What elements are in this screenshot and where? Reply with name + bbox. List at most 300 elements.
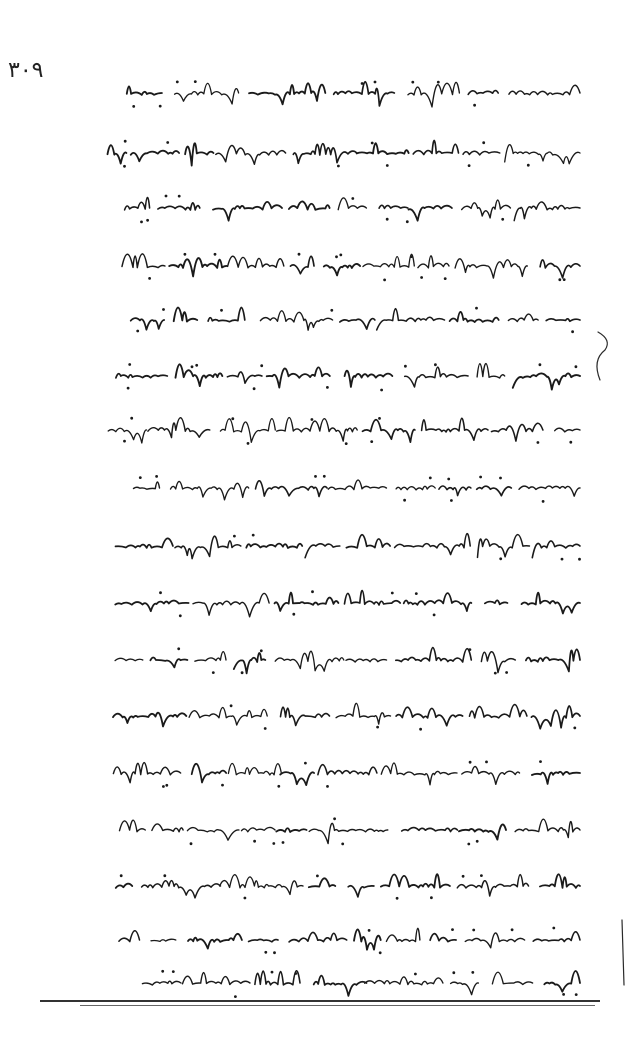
ink-dot bbox=[294, 972, 297, 975]
ink-dot bbox=[314, 475, 317, 478]
ink-dot bbox=[434, 363, 437, 366]
handwritten-word bbox=[242, 827, 276, 831]
handwritten-word bbox=[404, 593, 472, 611]
handwritten-word bbox=[116, 374, 167, 378]
ink-dot bbox=[146, 219, 149, 222]
ink-dot bbox=[414, 973, 417, 976]
handwritten-word bbox=[280, 772, 314, 785]
ink-dot bbox=[499, 557, 502, 560]
handwritten-word bbox=[108, 428, 146, 443]
ink-dot bbox=[148, 277, 151, 280]
handwritten-word bbox=[228, 256, 284, 268]
handwritten-word bbox=[255, 971, 300, 985]
ink-dot bbox=[420, 276, 423, 279]
ink-dot bbox=[511, 928, 514, 931]
ink-dot bbox=[162, 785, 165, 788]
handwritten-word bbox=[142, 881, 221, 898]
ink-dot bbox=[419, 728, 422, 731]
handwritten-line bbox=[115, 647, 580, 674]
handwritten-word bbox=[152, 824, 183, 832]
handwritten-word bbox=[509, 85, 580, 95]
ink-dot bbox=[139, 476, 142, 479]
ink-dot bbox=[282, 841, 285, 844]
ink-dot bbox=[378, 417, 381, 420]
handwritten-line bbox=[113, 703, 580, 730]
ink-dot bbox=[323, 475, 326, 478]
ink-dot bbox=[361, 82, 364, 85]
ink-dot bbox=[482, 141, 485, 144]
ink-dot bbox=[123, 165, 126, 168]
handwritten-word bbox=[328, 480, 386, 490]
ink-dot bbox=[368, 929, 371, 932]
handwritten-word bbox=[249, 939, 278, 941]
handwritten-word bbox=[188, 934, 242, 949]
handwritten-word bbox=[195, 652, 226, 662]
ink-dot bbox=[476, 840, 479, 843]
ink-dot bbox=[172, 970, 175, 973]
ink-dot bbox=[444, 277, 447, 280]
handwritten-word bbox=[228, 763, 281, 775]
handwritten-word bbox=[450, 312, 499, 322]
handwritten-word bbox=[276, 828, 306, 832]
handwritten-line bbox=[134, 475, 581, 503]
handwritten-word bbox=[481, 652, 515, 673]
ink-dot bbox=[462, 875, 465, 878]
handwritten-word bbox=[345, 371, 393, 387]
handwritten-word bbox=[462, 200, 511, 218]
handwritten-word bbox=[249, 83, 325, 104]
ink-dot bbox=[537, 441, 540, 444]
ink-dot bbox=[132, 105, 135, 108]
handwritten-word bbox=[348, 886, 374, 897]
handwritten-word bbox=[277, 418, 358, 442]
ink-dot bbox=[298, 253, 301, 256]
ink-dot bbox=[253, 840, 256, 843]
handwritten-word bbox=[505, 145, 580, 164]
ink-dot bbox=[471, 971, 474, 974]
ink-dot bbox=[383, 279, 386, 282]
ink-dot bbox=[195, 364, 198, 367]
ink-dot bbox=[494, 672, 497, 675]
handwritten-word bbox=[522, 593, 581, 614]
handwritten-word bbox=[513, 373, 580, 389]
ink-dot bbox=[569, 441, 572, 444]
handwritten-word bbox=[158, 203, 200, 210]
handwritten-word bbox=[281, 707, 330, 725]
handwritten-word bbox=[290, 256, 314, 273]
handwritten-word bbox=[113, 713, 186, 727]
handwritten-word bbox=[113, 763, 180, 783]
ink-dot bbox=[326, 785, 329, 788]
ink-dot bbox=[191, 365, 194, 368]
handwritten-word bbox=[256, 481, 328, 497]
handwritten-word bbox=[463, 151, 500, 155]
handwritten-word bbox=[492, 972, 532, 984]
ink-dot bbox=[124, 140, 127, 143]
handwritten-word bbox=[260, 311, 332, 330]
ink-dot bbox=[264, 951, 267, 954]
handwritten-word bbox=[309, 823, 388, 843]
ink-dot bbox=[475, 307, 478, 310]
handwritten-line bbox=[125, 195, 580, 224]
handwritten-line bbox=[115, 590, 580, 617]
ink-dot bbox=[231, 417, 234, 420]
bottom-rule-secondary bbox=[80, 1005, 595, 1006]
ink-dot bbox=[433, 614, 436, 617]
ink-dot bbox=[501, 218, 504, 221]
ink-dot bbox=[316, 875, 319, 878]
handwritten-word bbox=[418, 256, 449, 268]
ink-dot bbox=[179, 614, 182, 617]
handwritten-word bbox=[176, 364, 223, 386]
ink-dot bbox=[304, 762, 307, 765]
handwritten-word bbox=[514, 202, 580, 221]
ink-dot bbox=[447, 478, 450, 481]
ink-dot bbox=[264, 727, 267, 730]
handwritten-word bbox=[220, 419, 275, 443]
handwritten-line bbox=[116, 363, 580, 391]
ink-dot bbox=[472, 929, 475, 932]
ink-dot bbox=[468, 164, 471, 167]
page-number: ۳۰۹ bbox=[8, 58, 44, 83]
handwritten-word bbox=[532, 772, 580, 784]
handwritten-word bbox=[395, 534, 471, 555]
handwritten-word bbox=[540, 260, 580, 278]
handwritten-word bbox=[234, 653, 265, 673]
ink-dot bbox=[410, 255, 413, 258]
handwritten-word bbox=[324, 264, 360, 275]
handwritten-word bbox=[171, 481, 249, 499]
handwritten-word bbox=[430, 934, 456, 942]
handwritten-word bbox=[189, 708, 267, 725]
ink-dot bbox=[371, 142, 374, 145]
ink-dot bbox=[563, 278, 566, 281]
handwritten-word bbox=[336, 703, 390, 724]
ink-dot bbox=[429, 477, 432, 480]
ink-dot bbox=[467, 843, 470, 846]
ink-dot bbox=[562, 993, 565, 996]
ink-dot bbox=[155, 475, 158, 478]
handwritten-line bbox=[122, 253, 580, 281]
handwritten-word bbox=[455, 259, 527, 278]
handwritten-word bbox=[408, 82, 460, 106]
handwritten-word bbox=[120, 820, 146, 831]
handwritten-word bbox=[470, 705, 527, 718]
ink-dot bbox=[311, 418, 314, 421]
handwritten-word bbox=[357, 143, 409, 154]
ink-dot bbox=[123, 440, 126, 443]
handwritten-word bbox=[213, 202, 282, 221]
ink-dot bbox=[396, 897, 399, 900]
handwritten-word bbox=[293, 144, 357, 164]
handwritten-word bbox=[275, 651, 344, 671]
ink-dot bbox=[260, 364, 263, 367]
handwritten-word bbox=[122, 254, 165, 268]
handwritten-word bbox=[462, 766, 520, 784]
handwritten-line bbox=[142, 970, 580, 998]
ink-dot bbox=[391, 592, 394, 595]
handwritten-word bbox=[422, 418, 488, 440]
ink-dot bbox=[130, 417, 133, 420]
ink-dot bbox=[575, 993, 578, 996]
handwritten-word bbox=[275, 593, 339, 611]
ink-dot bbox=[561, 558, 564, 561]
handwritten-word bbox=[151, 939, 176, 941]
ink-dot bbox=[505, 671, 508, 674]
handwritten-word bbox=[468, 91, 498, 95]
handwritten-word bbox=[519, 486, 580, 496]
handwritten-word bbox=[478, 535, 530, 558]
handwritten-word bbox=[546, 319, 580, 322]
handwritten-word bbox=[142, 981, 181, 985]
handwritten-line bbox=[127, 80, 580, 108]
handwritten-word bbox=[115, 658, 143, 660]
handwritten-word bbox=[346, 659, 387, 662]
handwritten-word bbox=[116, 538, 173, 548]
ink-dot bbox=[379, 951, 382, 954]
ink-dot bbox=[234, 995, 237, 998]
handwritten-word bbox=[413, 141, 458, 155]
ink-dot bbox=[252, 534, 255, 537]
ink-dot bbox=[190, 842, 193, 845]
ink-dot bbox=[527, 164, 530, 167]
handwritten-word bbox=[187, 828, 239, 841]
ink-dot bbox=[140, 221, 143, 224]
ink-dot bbox=[539, 363, 542, 366]
ink-dot bbox=[161, 970, 164, 973]
ink-dot bbox=[479, 476, 482, 479]
handwritten-word bbox=[381, 874, 450, 887]
ink-dot bbox=[558, 278, 561, 281]
handwritten-word bbox=[396, 648, 472, 662]
ink-dot bbox=[277, 785, 280, 788]
ink-dot bbox=[159, 591, 162, 594]
handwritten-word bbox=[365, 977, 443, 985]
handwritten-line bbox=[131, 307, 580, 333]
ink-dot bbox=[485, 761, 488, 764]
ink-dot bbox=[406, 220, 409, 223]
ink-dot bbox=[260, 649, 263, 652]
ink-dot bbox=[452, 971, 455, 974]
ink-dot bbox=[578, 558, 581, 561]
handwritten-word bbox=[289, 932, 347, 942]
handwritten-word bbox=[508, 314, 538, 321]
ink-dot bbox=[326, 386, 329, 389]
handwritten-word bbox=[175, 536, 241, 558]
handwritten-word bbox=[125, 198, 150, 210]
handwritten-word bbox=[309, 878, 336, 887]
ink-dot bbox=[337, 165, 340, 168]
handwritten-word bbox=[477, 486, 512, 496]
handwritten-word bbox=[396, 707, 463, 725]
ink-dot bbox=[162, 308, 165, 311]
handwritten-word bbox=[386, 928, 420, 941]
handwritten-line bbox=[113, 760, 580, 788]
ink-dot bbox=[341, 843, 344, 846]
ink-dot bbox=[330, 309, 333, 312]
ink-dot bbox=[386, 218, 389, 221]
ink-dot bbox=[221, 784, 224, 787]
ink-dot bbox=[573, 727, 576, 730]
handwritten-word bbox=[515, 819, 580, 837]
handwritten-word bbox=[451, 982, 479, 995]
ink-dot bbox=[244, 897, 247, 900]
handwritten-word bbox=[439, 486, 471, 496]
handwritten-word bbox=[148, 418, 210, 438]
handwritten-word bbox=[405, 367, 468, 387]
ink-dot bbox=[220, 309, 223, 312]
handwritten-word bbox=[381, 763, 457, 785]
ink-dot bbox=[233, 535, 236, 538]
bottom-rule bbox=[40, 1000, 600, 1002]
ink-dot bbox=[403, 499, 406, 502]
handwritten-word bbox=[340, 319, 375, 330]
ink-dot bbox=[311, 590, 314, 593]
handwritten-word bbox=[227, 372, 262, 383]
handwritten-word bbox=[459, 824, 506, 839]
handwritten-line bbox=[116, 874, 580, 900]
ink-dot bbox=[351, 197, 354, 200]
handwritten-word bbox=[540, 874, 580, 888]
handwritten-line bbox=[119, 927, 580, 955]
handwritten-word bbox=[532, 541, 580, 558]
ink-dot bbox=[450, 499, 453, 502]
handwritten-word bbox=[131, 151, 179, 162]
handwritten-word bbox=[379, 205, 408, 208]
ink-dot bbox=[404, 365, 407, 368]
ink-dot bbox=[212, 671, 215, 674]
ink-dot bbox=[539, 760, 542, 763]
ink-dot bbox=[273, 951, 276, 954]
ink-dot bbox=[214, 253, 217, 256]
handwritten-word bbox=[119, 931, 140, 942]
handwritten-word bbox=[183, 973, 251, 985]
handwritten-word bbox=[354, 929, 381, 949]
handwritten-word bbox=[220, 875, 303, 895]
handwritten-word bbox=[193, 593, 269, 616]
handwritten-word bbox=[185, 143, 213, 165]
handwritten-word bbox=[544, 971, 580, 992]
handwritten-word bbox=[305, 544, 340, 558]
ink-dot bbox=[552, 927, 555, 930]
ink-dot bbox=[333, 817, 336, 820]
handwritten-word bbox=[533, 932, 580, 942]
ink-dot bbox=[128, 363, 131, 366]
handwritten-word bbox=[396, 486, 435, 490]
margin-note bbox=[597, 332, 607, 380]
handwritten-word bbox=[409, 206, 452, 221]
ink-dot bbox=[184, 253, 187, 256]
ink-dot bbox=[166, 141, 169, 144]
handwritten-word bbox=[492, 423, 543, 441]
handwritten-word bbox=[465, 933, 524, 948]
ink-dot bbox=[415, 592, 418, 595]
handwritten-word bbox=[134, 482, 160, 489]
ink-dot bbox=[247, 442, 250, 445]
ink-dot bbox=[127, 387, 130, 390]
ink-dot bbox=[480, 874, 483, 877]
ink-dot bbox=[120, 874, 123, 877]
ink-dot bbox=[380, 389, 383, 392]
ink-dot bbox=[159, 105, 162, 108]
handwritten-word bbox=[115, 601, 188, 612]
handwritten-line bbox=[108, 417, 580, 445]
ink-dot bbox=[272, 842, 275, 845]
ink-dot bbox=[499, 477, 502, 480]
handwritten-word bbox=[192, 764, 227, 783]
ink-dot bbox=[469, 761, 472, 764]
handwritten-word bbox=[131, 318, 165, 330]
handwritten-line bbox=[108, 140, 581, 168]
handwritten-word bbox=[363, 254, 414, 267]
ink-dot bbox=[411, 81, 414, 84]
ink-dot bbox=[194, 80, 197, 83]
ink-dot bbox=[469, 648, 472, 651]
ink-dot bbox=[178, 195, 181, 198]
ink-dot bbox=[176, 81, 179, 84]
ink-dot bbox=[430, 896, 433, 899]
ink-dot bbox=[177, 647, 180, 650]
handwritten-word bbox=[289, 201, 330, 209]
ink-dot bbox=[542, 500, 545, 503]
handwritten-word bbox=[346, 535, 390, 548]
ink-dot bbox=[386, 164, 389, 167]
ink-dot bbox=[437, 81, 440, 84]
ink-dot bbox=[241, 671, 244, 674]
handwritten-word bbox=[526, 649, 580, 671]
handwritten-word bbox=[334, 82, 395, 106]
ink-dot bbox=[473, 104, 476, 107]
margin-line bbox=[622, 920, 624, 985]
handwritten-word bbox=[267, 367, 330, 387]
handwritten-word bbox=[116, 884, 132, 888]
ink-dot bbox=[345, 442, 348, 445]
ink-dot bbox=[339, 254, 342, 257]
handwritten-line bbox=[116, 534, 581, 561]
handwritten-word bbox=[174, 308, 198, 322]
ink-dot bbox=[253, 387, 256, 390]
handwritten-word bbox=[216, 146, 286, 165]
ink-dot bbox=[163, 874, 166, 877]
handwritten-word bbox=[457, 875, 528, 896]
handwritten-word bbox=[485, 600, 508, 604]
handwritten-word bbox=[318, 765, 377, 775]
ink-dot bbox=[136, 330, 139, 333]
handwritten-word bbox=[127, 86, 162, 95]
handwritten-word bbox=[402, 828, 458, 832]
handwritten-word bbox=[246, 544, 302, 548]
handwritten-word bbox=[175, 83, 239, 104]
handwritten-word bbox=[363, 420, 415, 442]
handwritten-word bbox=[169, 258, 227, 276]
handwritten-word bbox=[477, 364, 505, 378]
handwritten-word bbox=[108, 145, 127, 163]
ink-dot bbox=[370, 440, 373, 443]
handwritten-word bbox=[555, 428, 580, 432]
handwritten-word bbox=[208, 307, 245, 321]
handwritten-line bbox=[120, 817, 581, 845]
ink-dot bbox=[271, 971, 274, 974]
handwritten-word bbox=[377, 309, 445, 330]
ink-dot bbox=[575, 365, 578, 368]
handwritten-word bbox=[150, 657, 187, 667]
handwritten-word bbox=[531, 706, 580, 729]
ink-dot bbox=[292, 613, 295, 616]
ink-dot bbox=[376, 726, 379, 729]
ink-dot bbox=[571, 330, 574, 333]
ink-dot bbox=[165, 195, 168, 198]
ink-dot bbox=[335, 255, 338, 258]
